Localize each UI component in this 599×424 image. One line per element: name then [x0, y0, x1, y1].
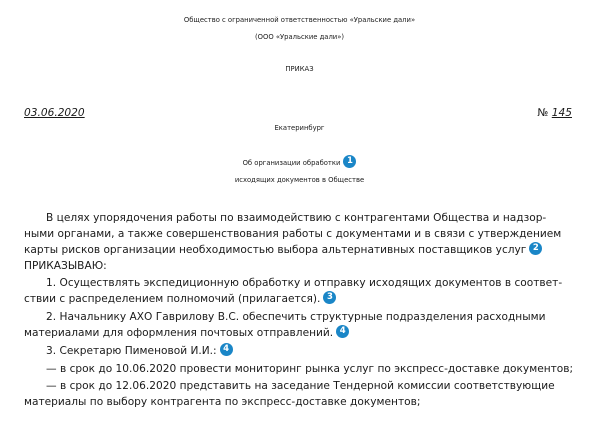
subject-line-1-text: Об организации обработки	[242, 159, 341, 167]
item-2-line-1: 2. Начальнику АХО Гаврилову В.С. обеспечить структурные подразделения расходными	[46, 311, 546, 323]
order-word: ПРИКАЗЫВАЮ:	[24, 260, 107, 272]
preamble-line-3	[24, 243, 542, 257]
doc-type-title: ПРИКАЗ	[285, 65, 314, 73]
item-3-sub-2-line-2: материалы по выбору контрагента по экспресс-доставке документов;	[24, 396, 421, 408]
item-3-text: 3. Секретарю Пименовой И.И.:	[46, 345, 217, 357]
org-full-name: Общество с ограниченной ответственностью «Уральские дали»	[183, 16, 416, 24]
item-2-line-2	[24, 326, 349, 340]
annotation-badge-1: 1	[343, 155, 356, 168]
item-3-sub-1: — в срок до 10.06.2020 провести мониторинг рынка услуг по экспресс-доставке документов;	[46, 363, 574, 375]
subject-line-1	[0, 156, 599, 170]
subject-line-2: исходящих документов в Обществе	[234, 176, 365, 184]
preamble-line-1: В целях упорядочения работы по взаимодействию с контрагентами Общества и надзор-	[46, 212, 547, 224]
preamble-line-3-text: карты рисков организации необходимостью выбора альтернативных поставщиков услуг	[24, 244, 527, 256]
annotation-badge-3: 3	[323, 291, 336, 304]
doc-date-value: 03.06.2020	[24, 107, 85, 119]
preamble-line-2: ными органами, а также совершенствования работы с документами и в связи с утверждением	[24, 228, 562, 240]
item-3	[46, 344, 233, 358]
item-1-line-2	[24, 292, 336, 306]
doc-number-prefix: №	[537, 107, 552, 119]
item-3-sub-2-line-1: — в срок до 12.06.2020 представить на заседание Тендерной комиссии соответствующие	[46, 380, 555, 392]
doc-city: Екатеринбург	[274, 124, 325, 132]
doc-number	[537, 106, 572, 120]
annotation-badge-5: 4	[220, 343, 233, 356]
item-1-line-1: 1. Осуществлять экспедиционную обработку и отправку исходящих документов в соответ-	[46, 277, 563, 289]
doc-number-value: 145	[551, 107, 572, 119]
item-1-line-2-text: ствии с распределением полномочий (прилагается).	[24, 293, 321, 305]
item-2-line-2-text: материалами для оформления почтовых отправлений.	[24, 327, 334, 339]
org-short-name: (ООО «Уральские дали»)	[254, 33, 345, 41]
annotation-badge-4: 4	[336, 325, 349, 338]
doc-date	[24, 106, 85, 120]
annotation-badge-2: 2	[529, 242, 542, 255]
